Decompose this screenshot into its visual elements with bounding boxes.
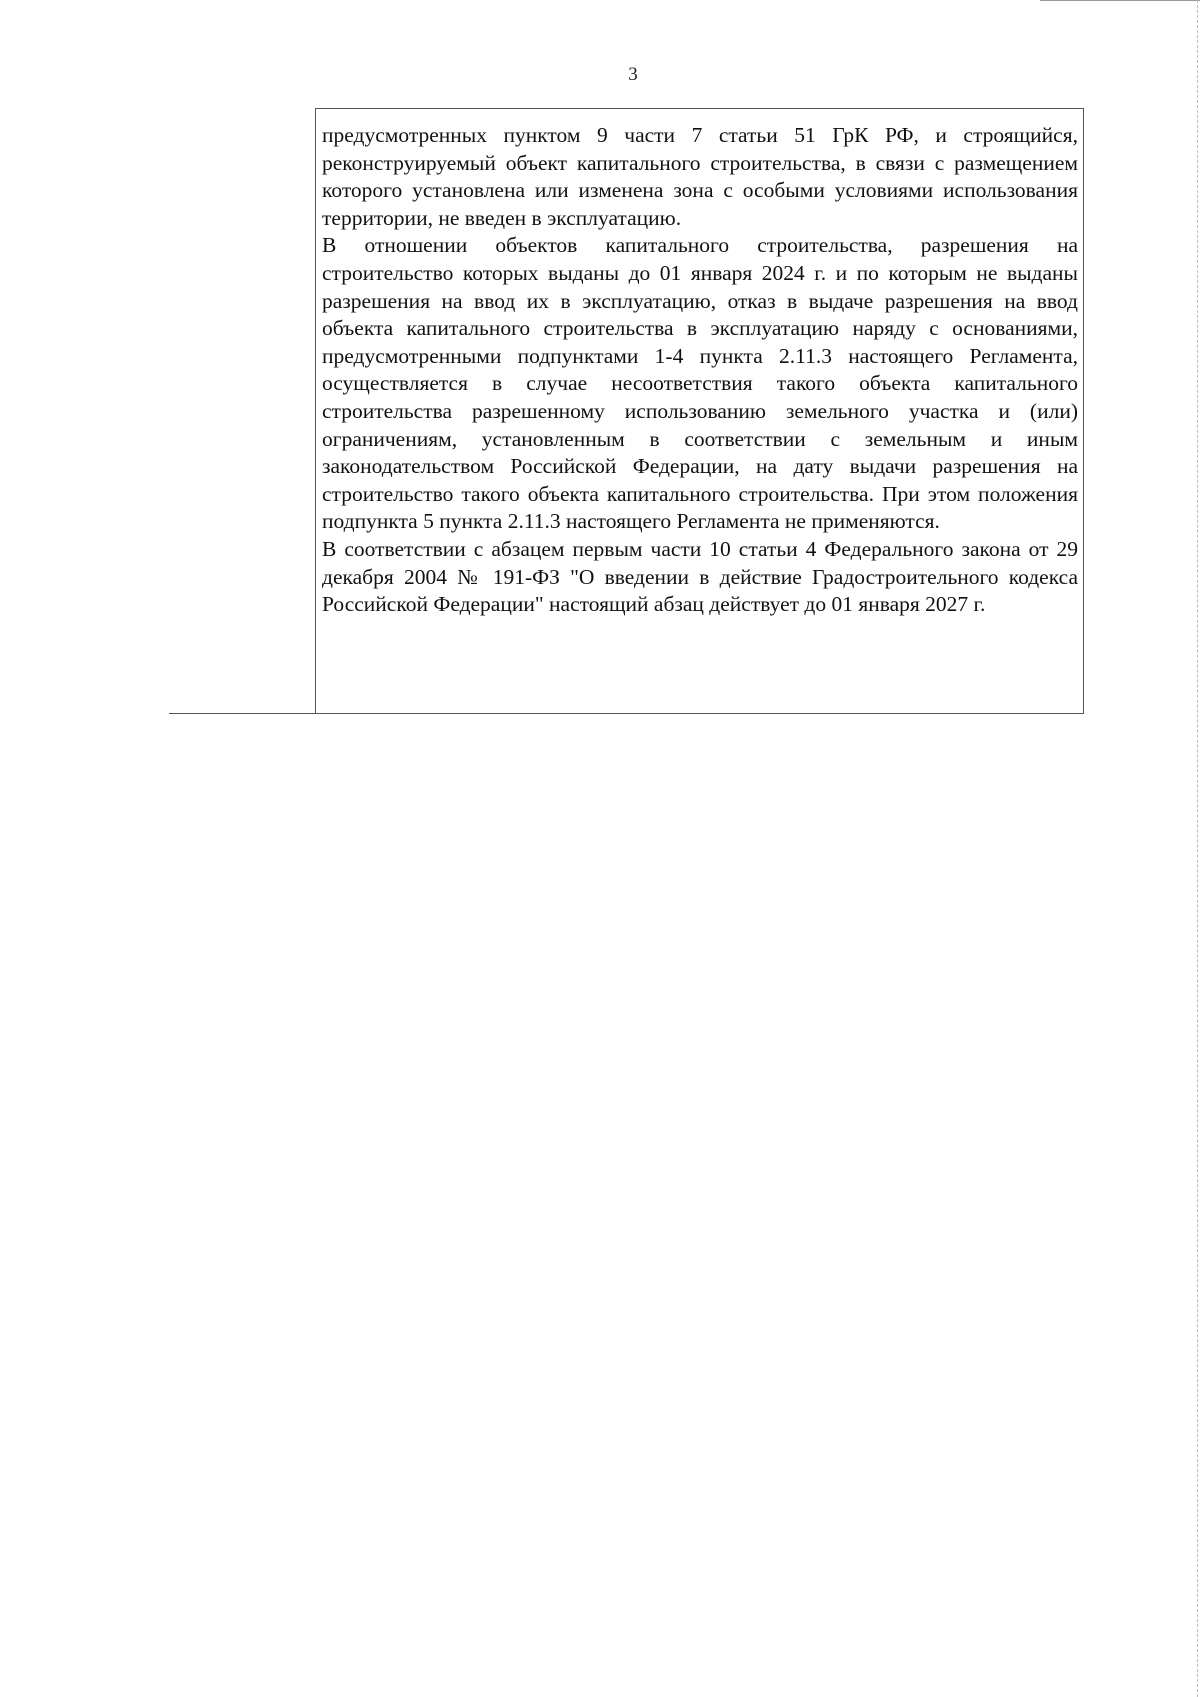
top-edge-mark (1040, 0, 1200, 1)
paragraph-validity-period: В соответствии с абзацем первым части 10 статьи 4 Федерального закона от 29 декабря 2004 № 191-ФЗ "О введении в действие Градостроительного кодекса Российской Федерации" настоящий абзац действует до 01 января 2027 г. (322, 536, 1078, 617)
paragraph-construction-object: предусмотренных пунктом 9 части 7 статьи 51 ГрК РФ, и строящийся, реконструируемый объект капитального строительства, в связи с размещением которого установлена или изменена зона с особыми условиями использования территории, не введен в эксплуатацию. (322, 123, 1078, 230)
right-edge-mark (1197, 0, 1198, 1697)
paragraph-refusal-grounds: В отношении объектов капитального строительства, разрешения на строительство которых выданы до 01 января 2024 г. и по которым не выданы разрешения на ввод их в эксплуатацию, отказ в выдаче разрешения на ввод объекта капитального строительства в эксплуатацию наряду с основаниями, предусмотренными подпунктами 1-4 пункта 2.11.3 настоящего Регламента, осуществляется в случае несоответствия такого объекта капитального строительства разрешенному использованию земельного участка и (или) ограничениям, установленным в соответствии с земельным и иным законодательством Российской Федерации, на дату выдачи разрешения на строительство такого объекта капитального строительства. При этом положения подпункта 5 пункта 2.11.3 настоящего Регламента не применяются. (322, 233, 1078, 534)
table-right-cell (316, 108, 1084, 713)
regulation-table (169, 108, 1084, 714)
table-left-cell (169, 108, 316, 713)
page-number: 3 (628, 64, 638, 85)
